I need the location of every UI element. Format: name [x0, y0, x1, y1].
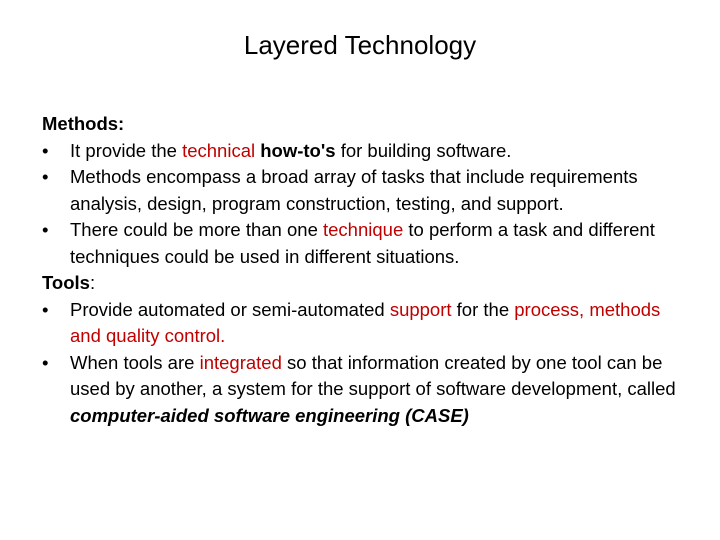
- highlight-how-tos: how-to's: [260, 139, 336, 161]
- text-run: There could be more than one: [70, 219, 323, 240]
- text-run: for the: [451, 298, 515, 320]
- text-run: When tools are: [70, 351, 200, 373]
- text-run: for building software.: [335, 139, 512, 161]
- methods-list: [42, 138, 682, 271]
- text-run: Provide automated or semi-automated: [70, 298, 390, 320]
- list-item: [42, 164, 682, 217]
- bullet-icon: •: [42, 166, 49, 187]
- highlight-integrated: integrated: [199, 351, 282, 373]
- text-run: Methods encompass a broad array of tasks that include requirements analysis, design, program construction, testing, and support.: [70, 166, 638, 214]
- text-run: so that information created by one tool can be used by another, a system for the support of software development, called: [70, 351, 676, 399]
- tools-heading-colon: :: [89, 272, 96, 293]
- list-item: [42, 138, 682, 165]
- list-item: [42, 350, 682, 430]
- highlight-case: computer-aided software engineering (CASE): [70, 404, 469, 426]
- bullet-icon: •: [42, 219, 49, 240]
- slide-body: [42, 111, 682, 429]
- highlight-technique: technique: [323, 219, 404, 240]
- bullet-icon: •: [42, 139, 49, 161]
- slide-title: Layered Technology: [243, 30, 477, 60]
- tools-heading-label: Tools: [42, 272, 90, 293]
- highlight-support: support: [389, 298, 452, 320]
- bullet-icon: •: [42, 351, 49, 373]
- tools-heading: [42, 270, 682, 297]
- tools-list: [42, 297, 682, 430]
- text-run: to perform a task and different techniques could be used in different situations.: [70, 219, 655, 267]
- methods-heading: Methods:: [42, 113, 125, 134]
- list-item: [42, 297, 682, 350]
- bullet-icon: •: [42, 298, 49, 320]
- highlight-technical: technical: [182, 139, 261, 161]
- list-item: [42, 217, 682, 270]
- highlight-process: process, methods and quality control.: [70, 298, 661, 346]
- text-run: It provide the: [70, 139, 183, 161]
